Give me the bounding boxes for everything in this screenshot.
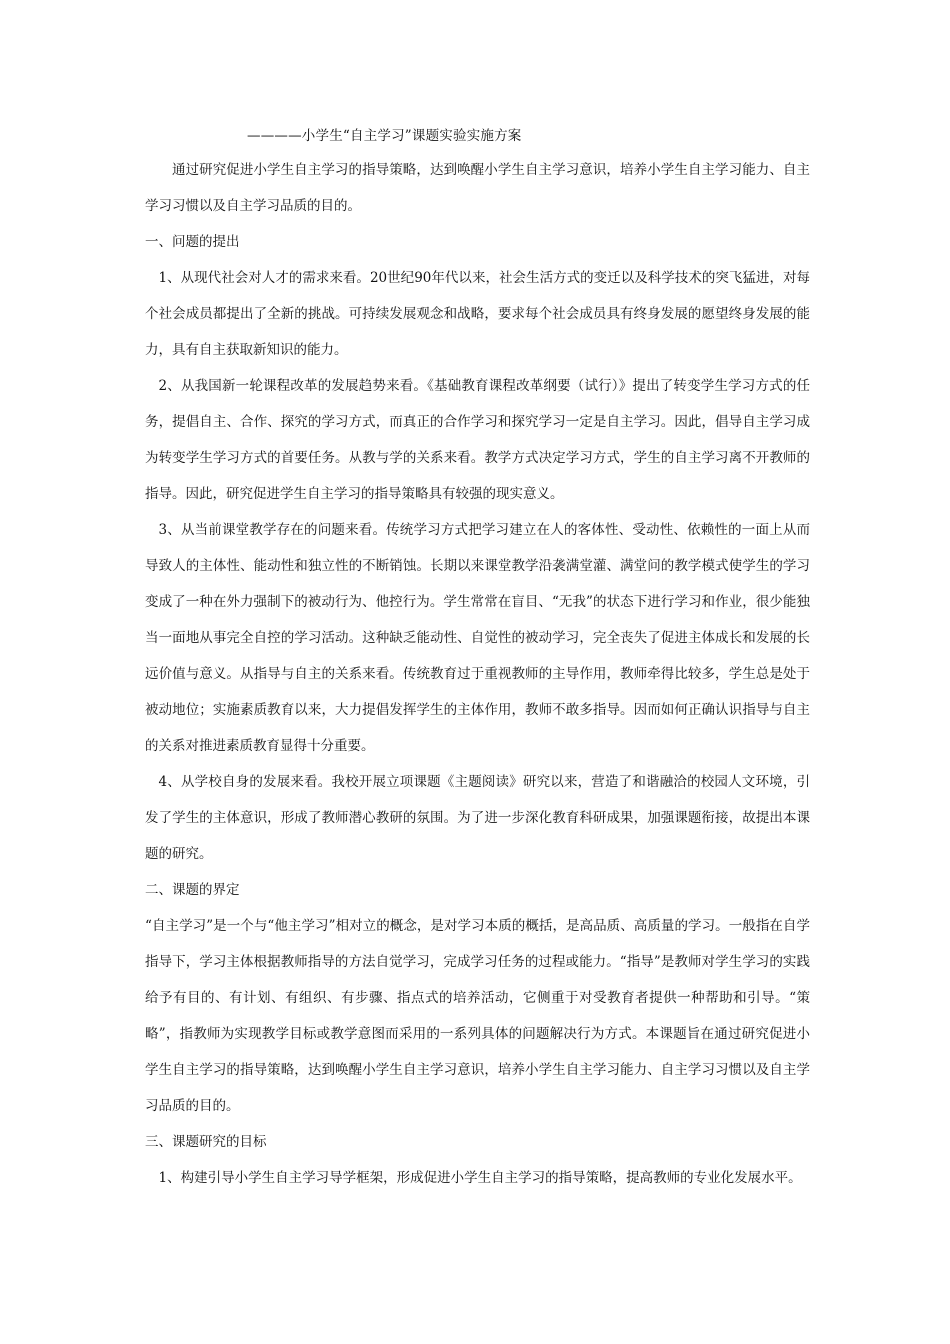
section1-paragraph-4: 4、从学校自身的发展来看。我校开展立项课题《主题阅读》研究以来，营造了和谐融洽的校园人文环境，引发了学生的主体意识，形成了教师潜心教研的氛围。为了进一步深化教育科研成果，加强课题衔接，故提出本课题的研究。 xyxy=(145,774,810,862)
section-heading-2: 二、课题的界定 xyxy=(145,882,240,898)
document-body xyxy=(145,152,810,1196)
section1-paragraph-2: 2、从我国新一轮课程改革的发展趋势来看。《基础教育课程改革纲要（试行）》提出了转变学生学习方式的任务，提倡自主、合作、探究的学习方式，而真正的合作学习和探究学习一定是自主学习。因此，倡导自主学习成为转变学生学习方式的首要任务。从教与学的关系来看。教学方式决定学习方式，学生的自主学习离不开教师的指导。因此，研究促进学生自主学习的指导策略具有较强的现实意义。 xyxy=(145,378,810,502)
section1-paragraph-1: 1、从现代社会对人才的需求来看。20世纪90年代以来，社会生活方式的变迁以及科学技术的突飞猛进，对每个社会成员都提出了全新的挑战。可持续发展观念和战略，要求每个社会成员具有终身发展的愿望终身发展的能力，具有自主获取新知识的能力。 xyxy=(145,270,810,358)
intro-paragraph: 通过研究促进小学生自主学习的指导策略，达到唤醒小学生自主学习意识，培养小学生自主学习能力、自主学习习惯以及自主学习品质的目的。 xyxy=(145,162,810,214)
section-heading-3: 三、课题研究的目标 xyxy=(145,1134,267,1150)
section-heading-1: 一、问题的提出 xyxy=(145,234,240,250)
section2-paragraph-1: “自主学习”是一个与“他主学习”相对立的概念，是对学习本质的概括，是高品质、高质量的学习。一般指在自学指导下，学习主体根据教师指导的方法自觉学习，完成学习任务的过程或能力。“指导”是教师对学生学习的实践给予有目的、有计划、有组织、有步骤、指点式的培养活动，它侧重于对受教育者提供一种帮助和引导。“策略”，指教师为实现教学目标或教学意图而采用的一系列具体的问题解决行为方式。本课题旨在通过研究促进小学生自主学习的指导策略，达到唤醒小学生自主学习意识，培养小学生自主学习能力、自主学习习惯以及自主学习品质的目的。 xyxy=(145,918,810,1114)
section3-paragraph-1: 1、构建引导小学生自主学习导学框架，形成促进小学生自主学习的指导策略，提高教师的专业化发展水平。 xyxy=(158,1170,802,1186)
section1-paragraph-3: 3、从当前课堂教学存在的问题来看。传统学习方式把学习建立在人的客体性、受动性、依赖性的一面上从而导致人的主体性、能动性和独立性的不断销蚀。长期以来课堂教学沿袭满堂灌、满堂问的教学模式使学生的学习变成了一种在外力强制下的被动行为、他控行为。学生常常在盲目、“无我”的状态下进行学习和作业，很少能独当一面地从事完全自控的学习活动。这种缺乏能动性、自觉性的被动学习，完全丧失了促进主体成长和发展的长远价值与意义。从指导与自主的关系来看。传统教育过于重视教师的主导作用，教师牵得比较多，学生总是处于被动地位；实施素质教育以来，大力提倡发挥学生的主体作用，教师不敢多指导。因而如何正确认识指导与自主的关系对推进素质教育显得十分重要。 xyxy=(145,522,810,754)
document-title: ————小学生“自主学习”课题实验实施方案 xyxy=(247,128,522,144)
